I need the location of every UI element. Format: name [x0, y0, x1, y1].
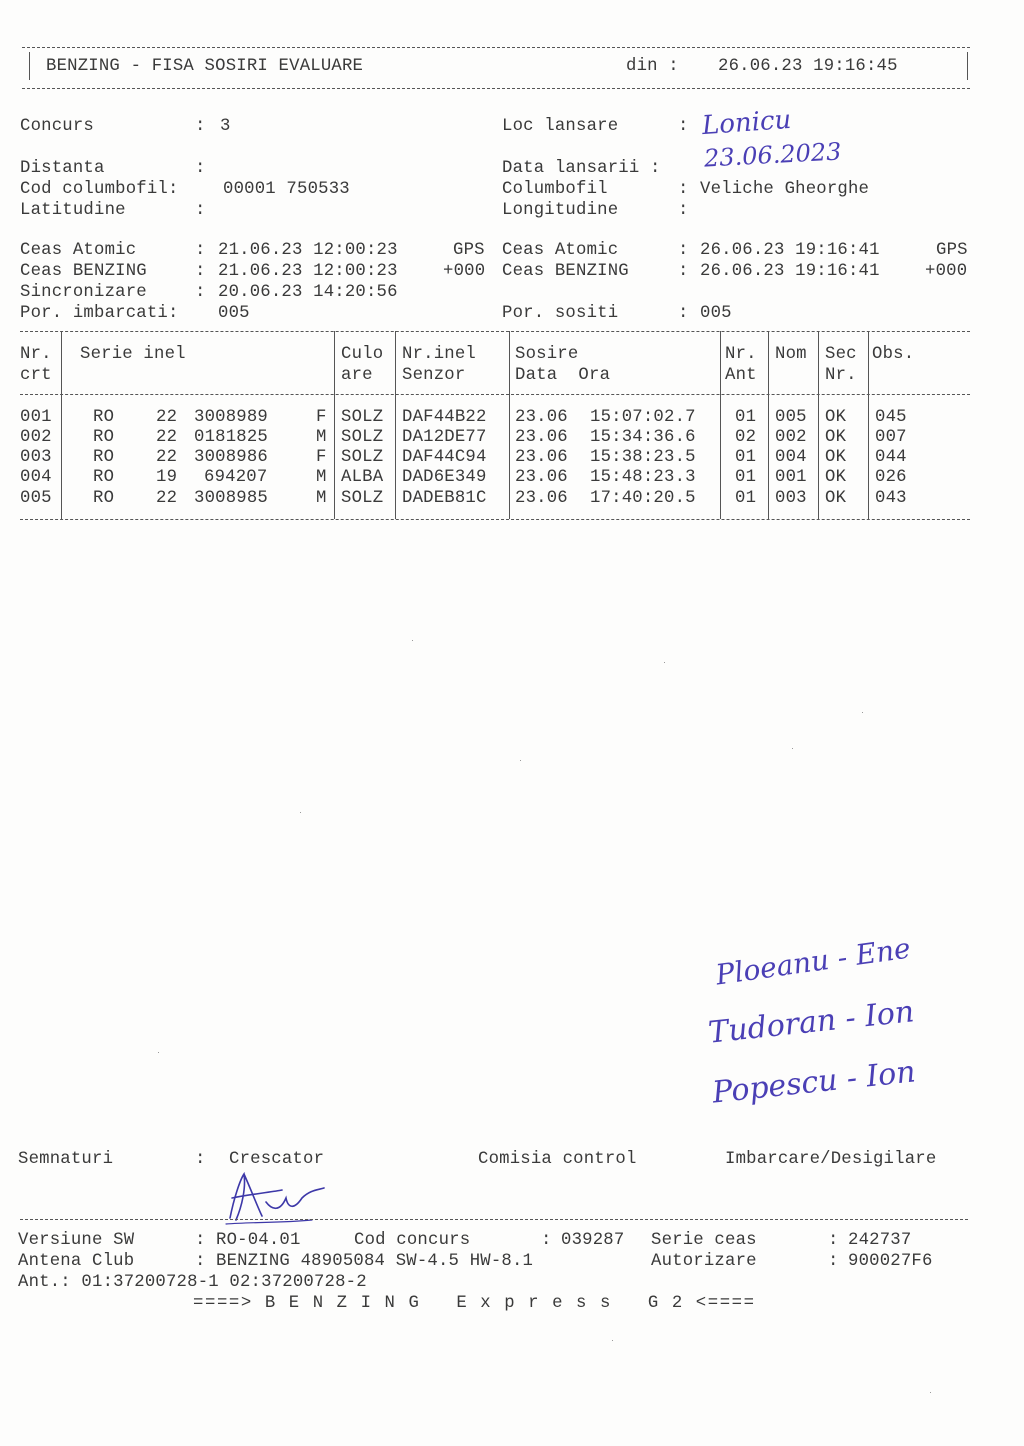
- autorizare-label: Autorizare: [651, 1252, 757, 1271]
- longitudine-colon: :: [678, 201, 689, 220]
- th-serie-inel: Serie inel: [80, 345, 186, 364]
- latitudine-colon: :: [195, 201, 206, 220]
- cell-senzor: DADEB81C: [402, 489, 487, 508]
- cell-culoare: SOLZ: [341, 408, 384, 427]
- cell-senzor: DAD6E349: [402, 468, 487, 487]
- serie-ceas-label: Serie ceas: [651, 1231, 757, 1250]
- cell-obs: 044: [875, 448, 907, 467]
- th-sec-nr: Nr.: [825, 366, 857, 385]
- report-din-label: din :: [626, 57, 679, 76]
- cell-culoare: SOLZ: [341, 428, 384, 447]
- th-sosire: Sosire: [515, 345, 579, 364]
- col-divider: [395, 331, 396, 519]
- cell-ant: 01: [735, 489, 757, 508]
- cell-sec: OK: [825, 468, 847, 487]
- footer-rule: [20, 1219, 968, 1220]
- cell-sec: OK: [825, 448, 847, 467]
- cell-inel: 3008989: [194, 408, 268, 427]
- cell-obs: 043: [875, 489, 907, 508]
- cell-sex: M: [316, 468, 327, 487]
- ceas-atomic-left-colon: :: [195, 241, 206, 260]
- cell-data: 23.06: [515, 428, 568, 447]
- data-lansarii-label: Data lansarii :: [502, 159, 661, 178]
- header-bottom-border: [22, 88, 970, 89]
- cell-senzor: DAF44C94: [402, 448, 487, 467]
- benzing-express-brand: ====> B E N Z I N G E x p r e s s G 2 <====: [193, 1294, 756, 1313]
- autorizare-colon: :: [828, 1252, 839, 1271]
- ceas-atomic-right-suffix: GPS: [936, 241, 968, 260]
- cell-tara: RO: [93, 489, 115, 508]
- sincronizare-value: 20.06.23 14:20:56: [218, 283, 398, 302]
- cell-ant: 01: [735, 408, 757, 427]
- cell-senzor: DA12DE77: [402, 428, 487, 447]
- handwritten-name: Popescu - Ion: [710, 1054, 918, 1111]
- cell-inel: 0181825: [194, 428, 268, 447]
- header-top-border: [22, 47, 970, 48]
- cell-ora: 15:48:23.3: [590, 468, 696, 487]
- longitudine-label: Longitudine: [502, 201, 619, 220]
- th-nr-crt: Nr.: [20, 345, 52, 364]
- col-divider: [768, 331, 769, 519]
- ceas-benzing-left-value: 21.06.23 12:00:23: [218, 262, 398, 281]
- scan-speck: [862, 712, 863, 713]
- cell-sex: M: [316, 428, 327, 447]
- concurs-colon: :: [195, 117, 206, 136]
- cell-senzor: DAF44B22: [402, 408, 487, 427]
- cell-ant: 01: [735, 448, 757, 467]
- ceas-atomic-left-value: 21.06.23 12:00:23: [218, 241, 398, 260]
- cell-data: 23.06: [515, 408, 568, 427]
- cell-nom: 003: [775, 489, 807, 508]
- col-divider: [868, 331, 869, 519]
- cell-nr: 004: [20, 468, 52, 487]
- antena-club-colon: :: [195, 1252, 206, 1271]
- cell-inel: 3008986: [194, 448, 268, 467]
- th-sec-nr: Sec: [825, 345, 857, 364]
- scan-speck: [612, 1340, 613, 1341]
- cell-ant: 02: [735, 428, 757, 447]
- autorizare-value: 900027F6: [848, 1252, 933, 1271]
- cell-culoare: SOLZ: [341, 448, 384, 467]
- cell-tara: RO: [93, 408, 115, 427]
- cell-ora: 15:34:36.6: [590, 428, 696, 447]
- cell-obs: 045: [875, 408, 907, 427]
- versiune-sw-value: RO-04.01: [216, 1231, 301, 1250]
- scan-speck: [158, 1052, 159, 1053]
- report-title: BENZING - FISA SOSIRI EVALUARE: [46, 57, 364, 76]
- cod-concurs-value: 039287: [561, 1231, 625, 1250]
- ceas-atomic-right-colon: :: [678, 241, 689, 260]
- cell-nr: 005: [20, 489, 52, 508]
- table-header-rule: [20, 394, 970, 395]
- cod-concurs-label: Cod concurs: [354, 1231, 471, 1250]
- cod-concurs-colon: :: [541, 1231, 552, 1250]
- th-nr-inel-senzor: Nr.inel: [402, 345, 476, 364]
- scan-speck: [412, 640, 413, 641]
- header-right-border: [967, 52, 968, 80]
- antenna-ids: Ant.: 01:37200728-1 02:37200728-2: [18, 1273, 367, 1292]
- cell-sex: M: [316, 489, 327, 508]
- cell-sec: OK: [825, 408, 847, 427]
- cell-sec: OK: [825, 428, 847, 447]
- cell-culoare: SOLZ: [341, 489, 384, 508]
- cell-sex: F: [316, 408, 327, 427]
- ceas-benzing-right-colon: :: [678, 262, 689, 281]
- th-sosire: Data Ora: [515, 366, 611, 385]
- ceas-benzing-left-colon: :: [195, 262, 206, 281]
- header-left-border: [29, 52, 30, 80]
- cell-nom: 004: [775, 448, 807, 467]
- scan-speck: [930, 1392, 931, 1393]
- th-culoare: are: [341, 366, 373, 385]
- semnaturi-label: Semnaturi: [18, 1150, 114, 1169]
- scan-speck: [520, 760, 521, 761]
- cod-columbofil-label: Cod columbofil:: [20, 180, 179, 199]
- cell-an: 22: [156, 489, 178, 508]
- sincronizare-label: Sincronizare: [20, 283, 147, 302]
- ceas-benzing-right-suffix: +000: [925, 262, 968, 281]
- crescator-label: Crescator: [229, 1150, 325, 1169]
- table-top-rule: [20, 331, 970, 332]
- cell-obs: 007: [875, 428, 907, 447]
- cell-an: 19: [156, 468, 178, 487]
- cell-tara: RO: [93, 448, 115, 467]
- cod-columbofil-value: 00001 750533: [223, 180, 350, 199]
- handwritten-name: Tudoran - Ion: [706, 994, 916, 1051]
- cell-inel: 694207: [204, 468, 268, 487]
- cell-sec: OK: [825, 489, 847, 508]
- handwritten-name: Ploeanu - Ene: [713, 931, 913, 992]
- distanta-colon: :: [195, 159, 206, 178]
- por-imbarcati-value: 005: [218, 304, 250, 323]
- antena-club-value: BENZING 48905084 SW-4.5 HW-8.1: [216, 1252, 534, 1271]
- ceas-benzing-left-label: Ceas BENZING: [20, 262, 147, 281]
- cell-an: 22: [156, 408, 178, 427]
- ceas-benzing-right-label: Ceas BENZING: [502, 262, 629, 281]
- cell-data: 23.06: [515, 448, 568, 467]
- cell-ora: 15:38:23.5: [590, 448, 696, 467]
- por-sositi-colon: :: [678, 304, 689, 323]
- scan-speck: [792, 748, 793, 749]
- ceas-atomic-right-label: Ceas Atomic: [502, 241, 619, 260]
- serie-ceas-colon: :: [828, 1231, 839, 1250]
- ceas-benzing-left-suffix: +000: [443, 262, 486, 281]
- cell-nr: 003: [20, 448, 52, 467]
- ceas-benzing-right-value: 26.06.23 19:16:41: [700, 262, 880, 281]
- cell-culoare: ALBA: [341, 468, 384, 487]
- cell-nr: 001: [20, 408, 52, 427]
- cell-ora: 17:40:20.5: [590, 489, 696, 508]
- columbofil-label: Columbofil: [502, 180, 608, 199]
- cell-data: 23.06: [515, 489, 568, 508]
- loc-lansare-colon: :: [678, 117, 689, 136]
- th-nr-ant: Nr.: [725, 345, 757, 364]
- th-nr-ant: Ant: [725, 366, 757, 385]
- antena-club-label: Antena Club: [18, 1252, 135, 1271]
- col-divider: [720, 331, 721, 519]
- semnaturi-colon: :: [195, 1150, 206, 1169]
- cell-nom: 005: [775, 408, 807, 427]
- th-nom: Nom: [775, 345, 807, 364]
- col-divider: [509, 331, 510, 519]
- cell-nom: 001: [775, 468, 807, 487]
- cell-tara: RO: [93, 428, 115, 447]
- imbarcare-desigilare-label: Imbarcare/Desigilare: [725, 1150, 937, 1169]
- th-obs: Obs.: [872, 345, 915, 364]
- loc-lansare-label: Loc lansare: [502, 117, 619, 136]
- cell-tara: RO: [93, 468, 115, 487]
- comisia-control-label: Comisia control: [478, 1150, 637, 1169]
- sincronizare-colon: :: [195, 283, 206, 302]
- latitudine-label: Latitudine: [20, 201, 126, 220]
- col-divider: [61, 331, 62, 519]
- columbofil-value: Veliche Gheorghe: [700, 180, 870, 199]
- data-lansarii-handwritten: 23.06.2023: [703, 137, 843, 173]
- cell-an: 22: [156, 448, 178, 467]
- table-bottom-rule: [20, 519, 970, 520]
- cell-data: 23.06: [515, 468, 568, 487]
- scan-speck: [664, 662, 665, 663]
- distanta-label: Distanta: [20, 159, 105, 178]
- cell-ant: 01: [735, 468, 757, 487]
- por-imbarcati-label: Por. imbarcati:: [20, 304, 179, 323]
- cell-sex: F: [316, 448, 327, 467]
- cell-nom: 002: [775, 428, 807, 447]
- ceas-atomic-right-value: 26.06.23 19:16:41: [700, 241, 880, 260]
- ceas-atomic-left-label: Ceas Atomic: [20, 241, 137, 260]
- cell-obs: 026: [875, 468, 907, 487]
- col-divider: [334, 331, 335, 519]
- cell-inel: 3008985: [194, 489, 268, 508]
- columbofil-colon: :: [678, 180, 689, 199]
- por-sositi-value: 005: [700, 304, 732, 323]
- ceas-atomic-left-suffix: GPS: [453, 241, 485, 260]
- report-timestamp: 26.06.23 19:16:45: [718, 57, 898, 76]
- concurs-label: Concurs: [20, 117, 94, 136]
- th-culoare: Culo: [341, 345, 384, 364]
- versiune-sw-colon: :: [195, 1231, 206, 1250]
- loc-lansare-handwritten: Lonicu: [701, 104, 793, 142]
- cell-nr: 002: [20, 428, 52, 447]
- serie-ceas-value: 242737: [848, 1231, 912, 1250]
- th-nr-inel-senzor: Senzor: [402, 366, 466, 385]
- cell-ora: 15:07:02.7: [590, 408, 696, 427]
- cell-an: 22: [156, 428, 178, 447]
- col-divider: [818, 331, 819, 519]
- versiune-sw-label: Versiune SW: [18, 1231, 135, 1250]
- concurs-value: 3: [220, 117, 231, 136]
- scan-speck: [300, 812, 301, 813]
- th-nr-crt: crt: [20, 366, 52, 385]
- por-sositi-label: Por. sositi: [502, 304, 619, 323]
